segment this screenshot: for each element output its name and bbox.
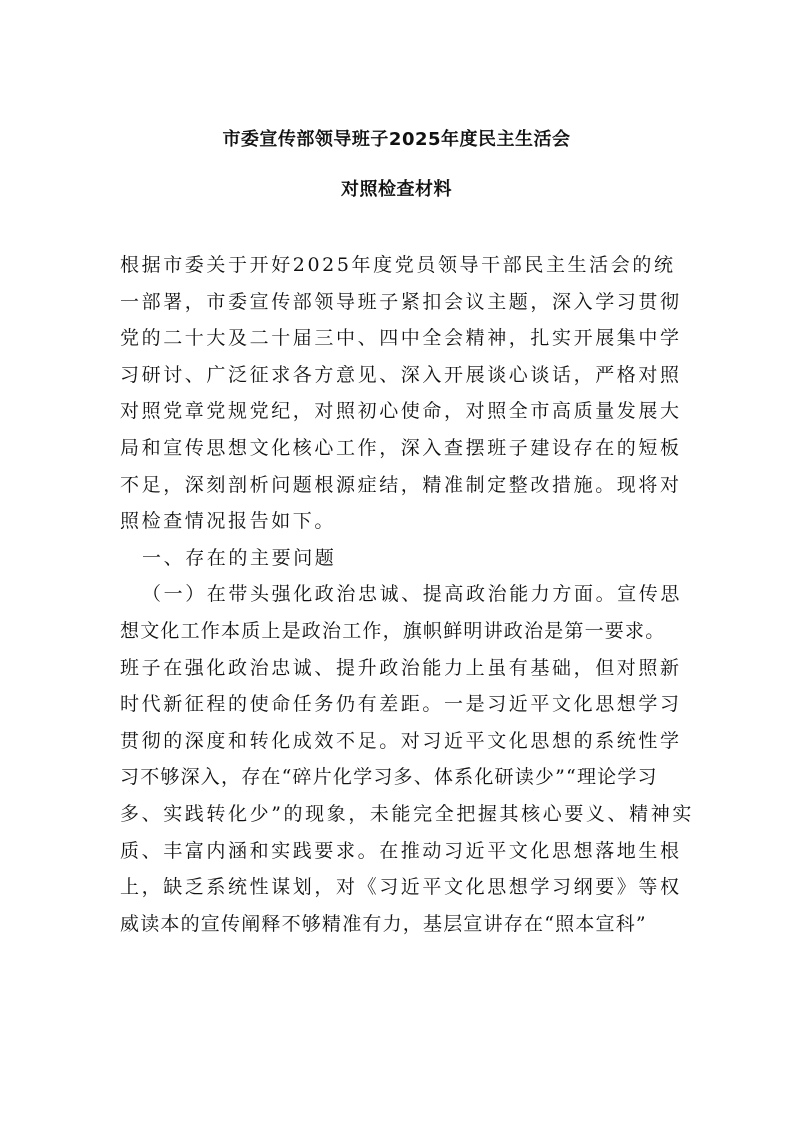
body-line: 对照党章党规党纪，对照初心使命，对照全市高质量发展大 [120, 400, 682, 423]
document-title-line-2: 对照检查材料 [341, 179, 452, 200]
body-line: 照检查情况报告如下。 [120, 510, 337, 533]
body-line: 想文化工作本质上是政治工作，旗帜鲜明讲政治是第一要求。 [120, 619, 666, 642]
body-line: 上，缺乏系统性谋划，对《习近平文化思想学习纲要》等权 [120, 876, 682, 899]
body-line: 一部署，市委宣传部领导班子紧扣会议主题，深入学习贯彻 [120, 290, 682, 313]
body-line: 质、丰富内涵和实践要求。在推动习近平文化思想落地生根 [120, 839, 682, 862]
body-line: 局和宣传思想文化核心工作，深入查摆班子建设存在的短板 [120, 436, 682, 459]
subsection-heading-line: （一）在带头强化政治忠诚、提高政治能力方面。宣传思 [142, 583, 683, 606]
body-line: 时代新征程的使命任务仍有差距。一是习近平文化思想学习 [120, 693, 682, 716]
body-line: 习研讨、广泛征求各方意见、深入开展谈心谈话，严格对照 [120, 363, 682, 386]
body-line: 党的二十大及二十届三中、四中全会精神，扎实开展集中学 [120, 327, 682, 350]
document-title-line-1: 市委宣传部领导班子2025年度民主生活会 [222, 129, 571, 150]
body-line: 根据市委关于开好2025年度党员领导干部民主生活会的统 [120, 254, 676, 276]
body-line: 威读本的宣传阐释不够精准有力，基层宣讲存在“照本宣科” [120, 912, 647, 935]
section-heading: 一、存在的主要问题 [142, 546, 337, 569]
body-line: 习不够深入，存在“碎片化学习多、体系化研读少”“理论学习 [120, 766, 658, 789]
body-line: 不足，深刻剖析问题根源症结，精准制定整改措施。现将对 [120, 473, 682, 496]
document-body [120, 247, 694, 942]
body-line: 贯彻的深度和转化成效不足。对习近平文化思想的系统性学 [120, 729, 682, 752]
body-line: 班子在强化政治忠诚、提升政治能力上虽有基础，但对照新 [120, 656, 682, 679]
body-line: 多、实践转化少”的现象，未能完全把握其核心要义、精神实 [120, 802, 694, 825]
